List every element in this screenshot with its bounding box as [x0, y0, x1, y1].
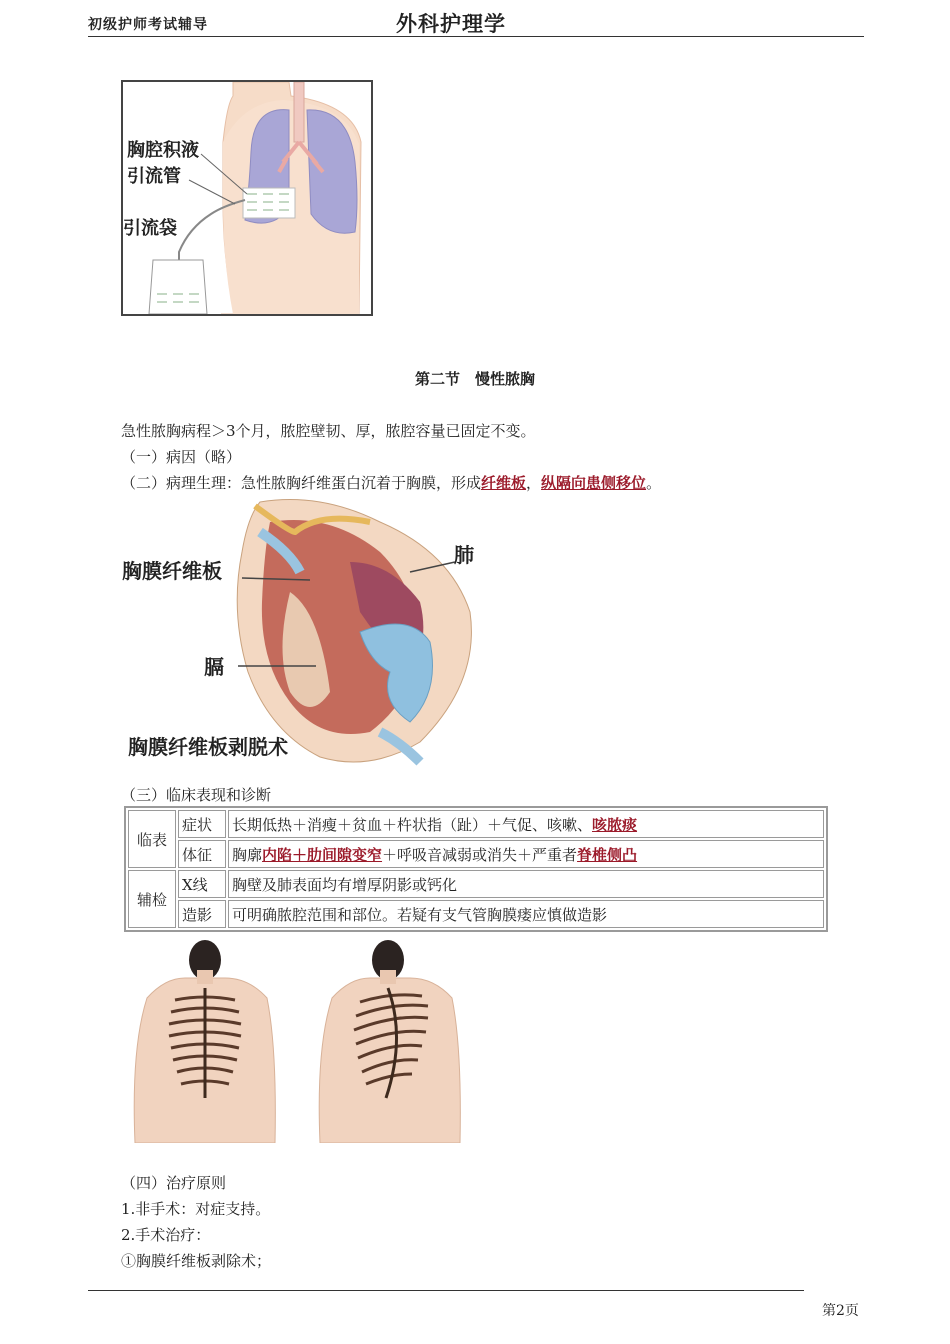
label-drain-tube: 引流管: [127, 166, 181, 187]
highlight-purulent-sputum: 咳脓痰: [592, 815, 638, 834]
decortication-figure: [120, 492, 490, 772]
intro-paragraph: 急性脓胸病程＞3个月，脓腔壁韧、厚，脓腔容量已固定不变。: [121, 422, 536, 440]
highlight-mediastinal-shift: 纵隔向患侧移位: [541, 474, 647, 492]
signs-middle: ＋呼吸音减弱或消失＋严重者: [382, 845, 578, 864]
table-row: [128, 810, 824, 838]
highlight-scoliosis: 脊椎侧凸: [577, 845, 638, 864]
treatment-heading: （四）治疗原则: [121, 1174, 227, 1192]
pathology-end: 。: [646, 474, 662, 492]
treatment-item-2: 2.手术治疗：: [121, 1226, 211, 1244]
header-title: 外科护理学: [396, 11, 506, 36]
row-label-symptoms: 症状: [178, 810, 226, 838]
etiology-line: （一）病因（略）: [121, 448, 242, 466]
row-text-signs: [228, 840, 824, 868]
group-auxiliary-label: 辅检: [128, 870, 176, 928]
footer-divider: [88, 1290, 804, 1291]
pathology-separator: ，: [526, 474, 542, 492]
symptoms-text: 长期低热＋消瘦＋贫血＋杵状指（趾）＋气促、咳嗽、: [232, 815, 593, 834]
table-row: [128, 870, 824, 898]
pathology-line: [121, 472, 661, 493]
table-row: [128, 900, 824, 928]
signs-prefix: 胸廓: [232, 845, 263, 864]
clinical-table: [124, 806, 828, 932]
label-lung: 肺: [454, 543, 474, 567]
row-text-contrast: 可明确脓腔范围和部位。若疑有支气管胸膜瘘应慎做造影: [228, 900, 824, 928]
row-label-signs: 体征: [178, 840, 226, 868]
label-drain-bag: 引流袋: [123, 218, 177, 239]
row-text-xray: 胸壁及肺表面均有增厚阴影或钙化: [228, 870, 824, 898]
group-clinical-label: 临表: [128, 810, 176, 868]
pathology-prefix: （二）病理生理：急性脓胸纤维蛋白沉着于胸膜，形成: [121, 474, 482, 492]
section-title: 第二节 慢性脓胸: [414, 370, 535, 388]
header-divider: [88, 36, 864, 37]
label-diaphragm: 膈: [204, 655, 224, 679]
highlight-fibrous-plate: 纤维板: [481, 474, 527, 492]
label-pleural-fibrous-plate: 胸膜纤维板: [122, 559, 222, 583]
pleural-drainage-figure: [121, 80, 373, 316]
clinical-heading: （三）临床表现和诊断: [121, 786, 272, 804]
highlight-chest-retraction: 内陷＋肋间隙变窄: [262, 845, 383, 864]
treatment-item-3: ①胸膜纤维板剥除术；: [121, 1252, 272, 1270]
row-label-xray: X线: [178, 870, 226, 898]
table-row: [128, 840, 824, 868]
row-label-contrast: 造影: [178, 900, 226, 928]
header-course: 初级护师考试辅导: [88, 17, 208, 33]
page-number: 第2页: [822, 1303, 859, 1319]
row-text-symptoms: [228, 810, 824, 838]
treatment-item-1: 1.非手术：对症支持。: [121, 1200, 271, 1218]
label-pleural-effusion: 胸腔积液: [127, 140, 199, 161]
scoliosis-figure: [125, 938, 470, 1143]
label-decortication: 胸膜纤维板剥脱术: [128, 735, 288, 759]
